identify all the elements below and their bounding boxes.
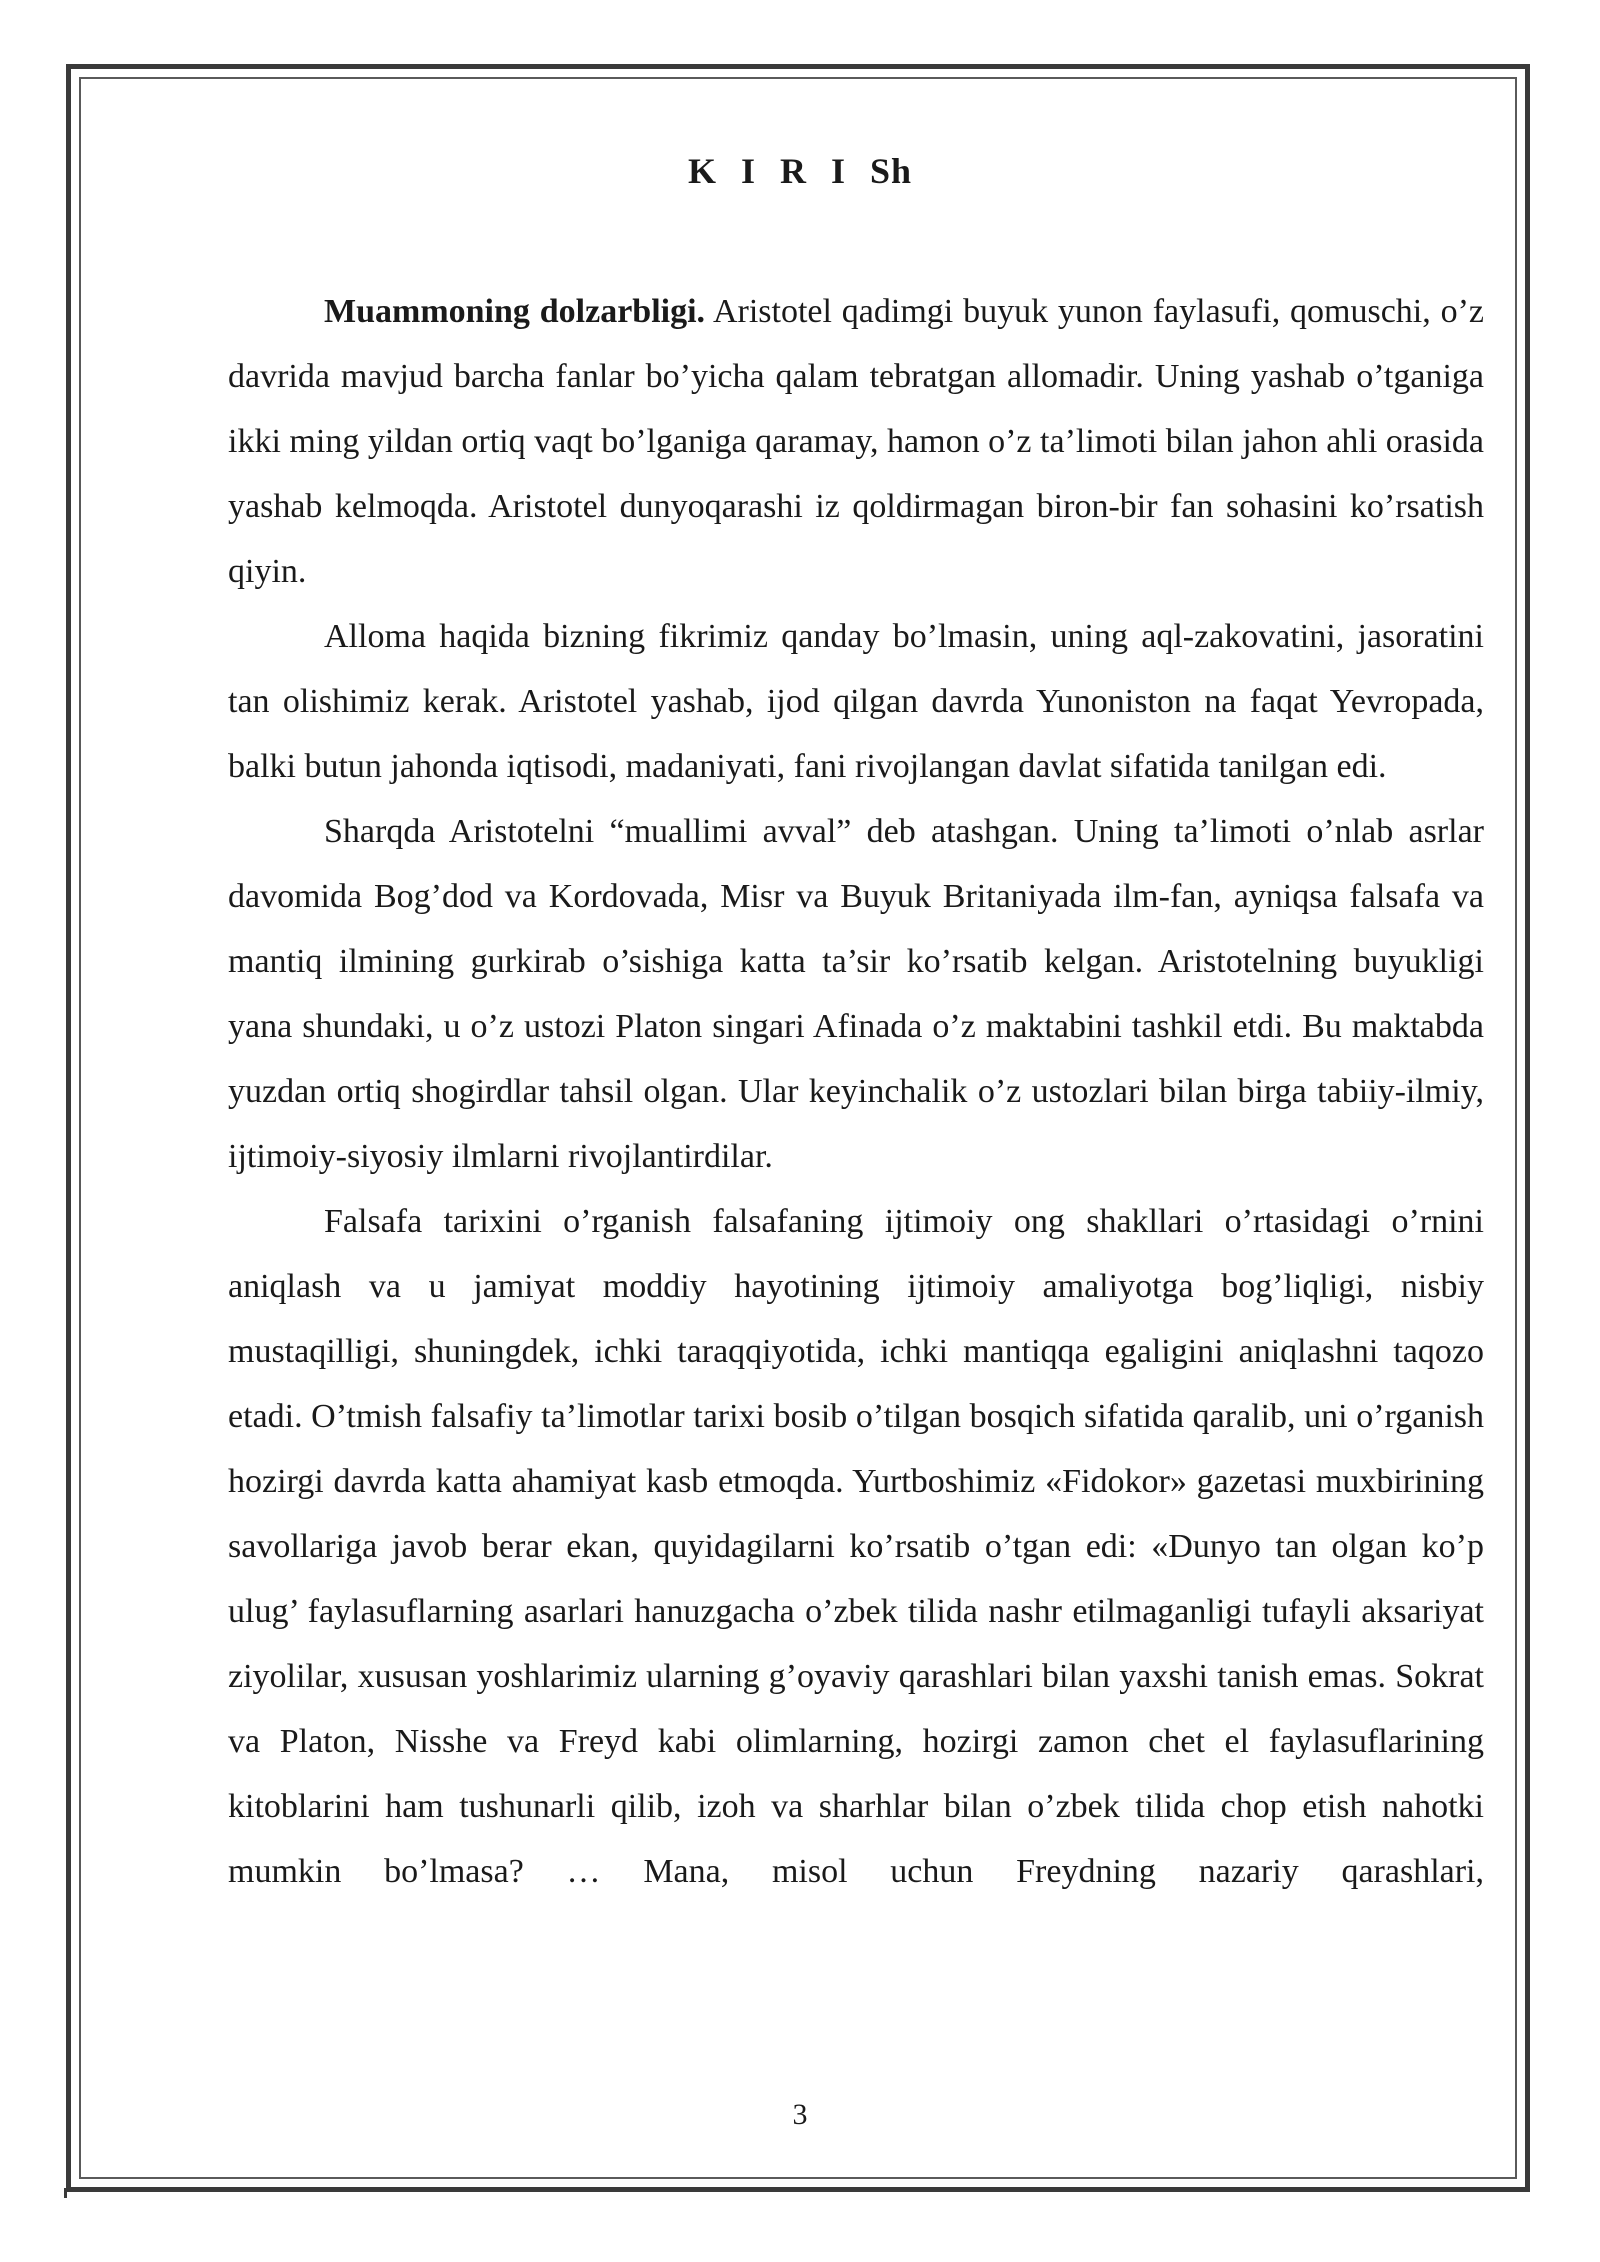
- paragraph-2: Alloma haqida bizning fikrimiz qanday bo’lmasin, uning aql-zakovatini, jasoratini tan olishimiz kerak. Aristotel yashab, ijod qilgan davrda Yunoniston na faqat Yevropada, balki butun jahonda iqtisodi, madaniyati, fani rivojlangan davlat sifatida tanilgan edi.: [228, 618, 1484, 785]
- paragraph-1-text: Aristotel qadimgi buyuk yunon faylasufi, qomuschi, o’z davrida mavjud barcha fanlar bo’yicha qalam tebratgan allomadir. Uning yashab o’tganiga ikki ming yildan ortiq vaqt bo’lganiga qaramay, hamon o’z ta’limoti bilan jahon ahli orasida yashab kelmoqda. Aristotel dunyoqarashi iz qoldirmagan biron-bir fan sohasini ko’rsatish qiyin.: [228, 293, 1484, 590]
- paragraph-1: [228, 279, 1484, 604]
- paragraph-3: Sharqda Aristotelni “muallimi avval” deb atashgan. Uning ta’limoti o’nlab asrlar davomida Bog’dod va Kordovada, Misr va Buyuk Britaniyada ilm-fan, ayniqsa falsafa va mantiq ilmining gurkirab o’sishiga katta ta’sir ko’rsatib kelgan. Aristotelning buyukligi yana shundaki, u o’z ustozi Platon singari Afinada o’z maktabini tashkil etdi. Bu maktabda yuzdan ortiq shogirdlar tahsil olgan. Ular keyinchalik o’z ustozlari bilan birga tabiiy-ilmiy, ijtimoiy-siyosiy ilmlarni rivojlantirdilar.: [228, 813, 1484, 1175]
- page-number: 3: [792, 2098, 808, 2131]
- paragraph-4: Falsafa tarixini o’rganish falsafaning ijtimoiy ong shakllari o’rtasidagi o’rnini aniqlash va u jamiyat moddiy hayotining ijtimoiy amaliyotga bog’liqligi, nisbiy mustaqilligi, shuningdek, ichki taraqqiyotida, ichki mantiqqa egaligini aniqlashni taqozo etadi. O’tmish falsafiy ta’limotlar tarixi bosib o’tilgan bosqich sifatida qaralib, uni o’rganish hozirgi davrda katta ahamiyat kasb etmoqda. Yurtboshimiz «Fidokor» gazetasi muxbirining savollariga javob berar ekan, quyidagilarni ko’rsatib o’tgan edi: «Dunyo tan olgan ko’p ulug’ faylasuflarning asarlari hanuzgacha o’zbek tilida nashr etilmaganligi tufayli aksariyat ziyolilar, xususan yoshlarimiz ularning g’oyaviy qarashlari bilan yaxshi tanish emas. Sokrat va Platon, Nisshe va Freyd kabi olimlarning, hozirgi zamon chet el faylasuflarining kitoblarini ham tushunarli qilib, izoh va sharhlar bilan o’zbek tilida chop etish nahotki mumkin bo’lmasa? … Mana, misol uchun Freydning nazariy qarashlari,: [228, 1203, 1484, 1890]
- body-text: [228, 279, 1484, 1904]
- page-title: K I R I Sh: [687, 151, 913, 191]
- border-mark: [64, 2188, 67, 2198]
- paragraph-lead: Muammoning dolzarbligi.: [324, 293, 706, 330]
